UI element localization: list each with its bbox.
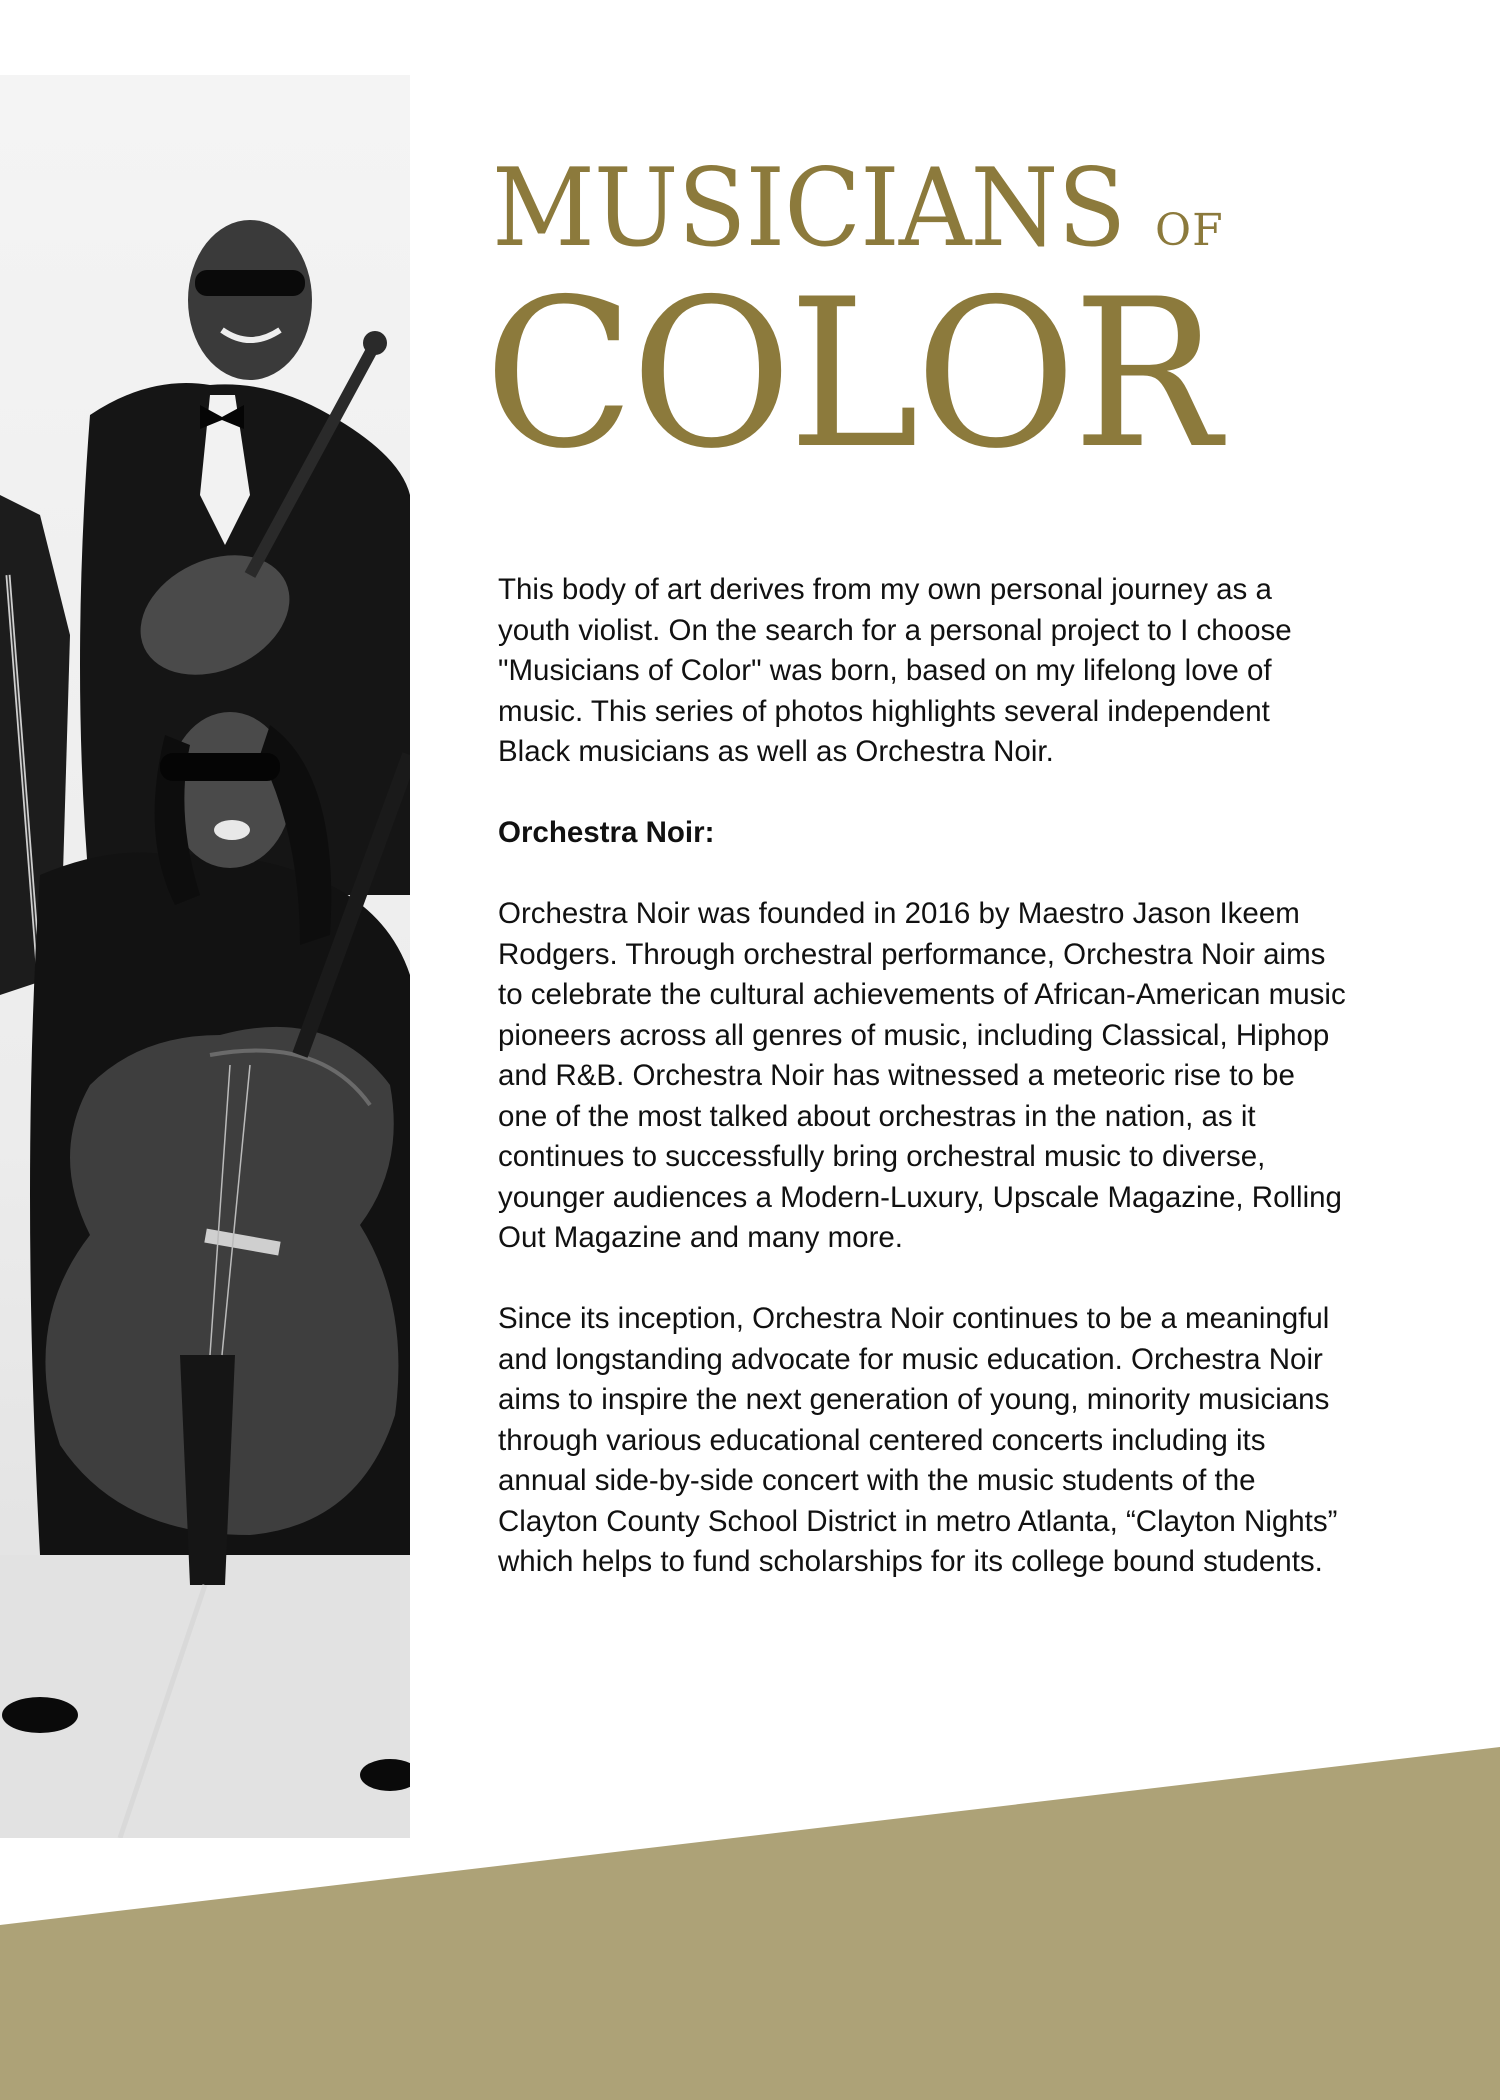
intro-paragraph: This body of art derives from my own personal journey as a youth violist. On the search for a personal project to I choose "Musicians of Color" was born, based on my lifelong love of music. This series of photos highlights several independent Black musicians as well as Orchestra Noir. (498, 573, 1292, 768)
title-musicians: MUSICIANS (492, 146, 1126, 271)
title-of: OF (1155, 205, 1224, 256)
title-line-1 (492, 146, 1392, 271)
left-shoe (2, 1697, 78, 1733)
musicians-illustration (0, 75, 410, 1838)
page-title (484, 146, 1392, 494)
man-sunglasses (195, 270, 305, 296)
musicians-photo (0, 75, 410, 1838)
article-body (498, 570, 1348, 1583)
title-color: COLOR (484, 256, 1217, 494)
paragraph-gap (498, 1259, 1348, 1300)
paragraph-gap (498, 854, 1348, 895)
orchestra-noir-subhead: Orchestra Noir: (498, 816, 715, 849)
paragraph-gap (498, 773, 1348, 814)
woman-sunglasses (160, 753, 280, 781)
orchestra-noir-paragraph-2: Since its inception, Orchestra Noir continues to be a meaningful and longstanding advocate for music education. Orchestra Noir aims to inspire the next generation of young, minority musicians through various educational centered concerts including its annual side-by-side concert with the music students of the Clayton County School District in metro Atlanta, “Clayton Nights” which helps to fund scholarships for its college bound students. (498, 1302, 1338, 1578)
woman-smile (214, 820, 250, 840)
violin-scroll (363, 331, 387, 355)
floor-shape (0, 1555, 410, 1838)
man-head (188, 220, 312, 380)
orchestra-noir-paragraph-1: Orchestra Noir was founded in 2016 by Maestro Jason Ikeem Rodgers. Through orchestral performance, Orchestra Noir aims to celebrate the cultural achievements of African-American music pioneers across all genres of music, including Classical, Hiphop and R&B. Orchestra Noir has witnessed a meteoric rise to be one of the most talked about orchestras in the nation, as it continues to successfully bring orchestral music to diverse, younger audiences a Modern-Luxury, Upscale Magazine, Rolling Out Magazine and many more. (498, 897, 1346, 1254)
